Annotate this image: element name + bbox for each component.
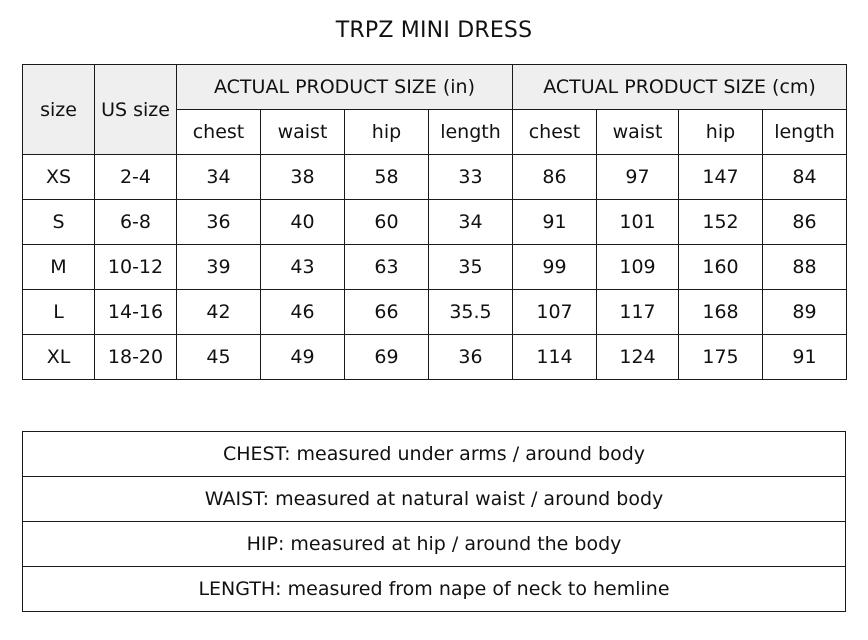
cell-in-waist: 38 [261,155,345,200]
cell-in-length: 36 [429,335,513,380]
cell-in-chest: 39 [177,245,261,290]
header-group-inches: ACTUAL PRODUCT SIZE (in) [177,65,513,110]
header-cm-chest: chest [513,110,597,155]
definition-text: WAIST: measured at natural waist / around body [23,477,846,522]
header-us-size: US size [95,65,177,155]
cell-cm-chest: 86 [513,155,597,200]
header-in-hip: hip [345,110,429,155]
header-cm-hip: hip [679,110,763,155]
cell-size: L [23,290,95,335]
size-chart-table [22,64,847,380]
cell-cm-waist: 101 [597,200,679,245]
cell-cm-length: 88 [763,245,847,290]
cell-in-length: 33 [429,155,513,200]
table-row [23,245,847,290]
cell-size: XL [23,335,95,380]
definition-row [23,567,846,612]
cell-in-hip: 60 [345,200,429,245]
cell-cm-hip: 152 [679,200,763,245]
cell-in-hip: 63 [345,245,429,290]
header-in-waist: waist [261,110,345,155]
cell-cm-waist: 109 [597,245,679,290]
header-cm-length: length [763,110,847,155]
definition-text: LENGTH: measured from nape of neck to hemline [23,567,846,612]
header-size: size [23,65,95,155]
cell-cm-hip: 160 [679,245,763,290]
table-row [23,200,847,245]
cell-in-length: 35 [429,245,513,290]
cell-in-chest: 34 [177,155,261,200]
cell-in-hip: 66 [345,290,429,335]
cell-us-size: 6-8 [95,200,177,245]
cell-in-length: 35.5 [429,290,513,335]
measurement-definitions-table [22,431,846,612]
header-cm-waist: waist [597,110,679,155]
cell-in-chest: 42 [177,290,261,335]
cell-in-waist: 40 [261,200,345,245]
header-in-chest: chest [177,110,261,155]
cell-in-waist: 43 [261,245,345,290]
header-group-centimeters: ACTUAL PRODUCT SIZE (cm) [513,65,847,110]
cell-us-size: 2-4 [95,155,177,200]
cell-in-chest: 36 [177,200,261,245]
cell-in-waist: 46 [261,290,345,335]
cell-in-waist: 49 [261,335,345,380]
cell-cm-hip: 168 [679,290,763,335]
cell-cm-chest: 114 [513,335,597,380]
page-title: TRPZ MINI DRESS [335,18,533,43]
cell-size: XS [23,155,95,200]
definition-row [23,432,846,477]
cell-cm-waist: 117 [597,290,679,335]
cell-cm-waist: 97 [597,155,679,200]
cell-size: M [23,245,95,290]
definition-row [23,477,846,522]
cell-size: S [23,200,95,245]
cell-cm-length: 84 [763,155,847,200]
cell-cm-waist: 124 [597,335,679,380]
cell-us-size: 14-16 [95,290,177,335]
cell-cm-length: 86 [763,200,847,245]
cell-cm-hip: 147 [679,155,763,200]
cell-cm-chest: 99 [513,245,597,290]
cell-cm-length: 91 [763,335,847,380]
definition-row [23,522,846,567]
header-in-length: length [429,110,513,155]
table-row [23,155,847,200]
cell-cm-chest: 107 [513,290,597,335]
cell-cm-hip: 175 [679,335,763,380]
definition-text: HIP: measured at hip / around the body [23,522,846,567]
cell-in-length: 34 [429,200,513,245]
cell-us-size: 18-20 [95,335,177,380]
header-row-group [23,65,847,110]
table-row [23,335,847,380]
cell-in-hip: 58 [345,155,429,200]
cell-cm-chest: 91 [513,200,597,245]
table-row [23,290,847,335]
definition-text: CHEST: measured under arms / around body [23,432,846,477]
cell-in-chest: 45 [177,335,261,380]
cell-us-size: 10-12 [95,245,177,290]
cell-cm-length: 89 [763,290,847,335]
cell-in-hip: 69 [345,335,429,380]
